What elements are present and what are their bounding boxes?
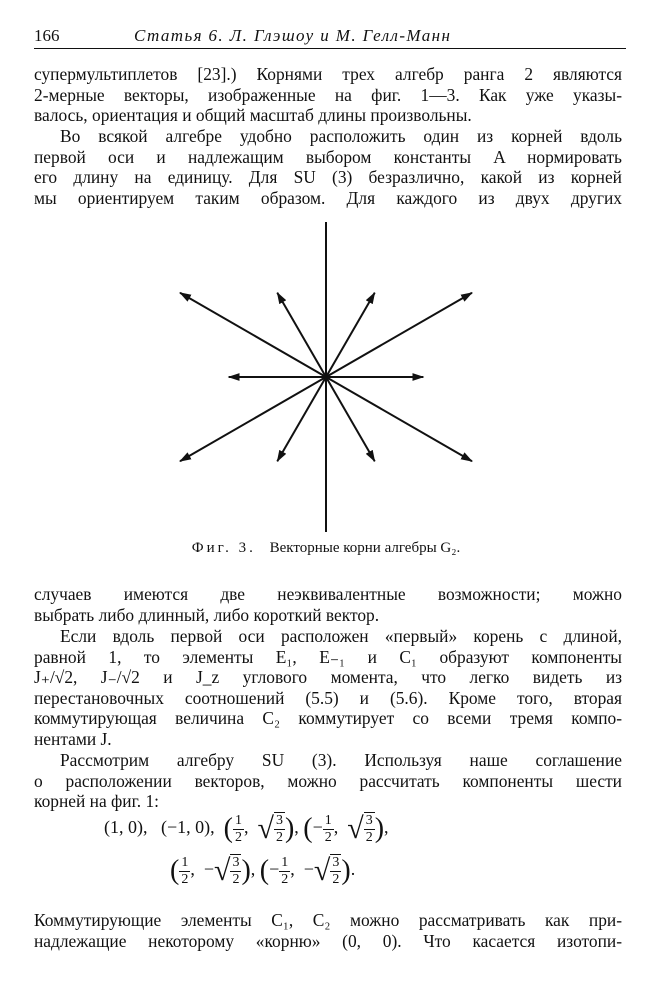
paragraph-6 [34, 910, 622, 951]
text-line: Рассмотрим алгебру SU (3). Используя наше соглашение [60, 750, 622, 770]
roots-formula [0, 812, 652, 902]
paragraph-4 [34, 626, 622, 750]
text-line: нентами J. [34, 728, 112, 749]
text-line: равной 1, то элементы E₁, E₋₁ и C₁ образуют компоненты [34, 646, 622, 667]
text-line: Во всякой алгебре удобно расположить один из корней вдоль [60, 126, 622, 146]
text-line: 2-мерные векторы, изображенные на фиг. 1—3. Как уже указы- [34, 84, 622, 105]
sqrt-3-2: √ $\frac{3}{2}$ [313, 854, 340, 887]
short-root-vector-120 [277, 293, 326, 377]
page-number: 166 [34, 26, 60, 45]
text-line: его длину на единицу. Для SU (3) безразлично, какой из корней [34, 167, 622, 188]
text-line: J₊/√2, J₋/√2 и J_z углового момента, что легко видеть из [34, 667, 622, 688]
short-root-vector-240 [277, 377, 326, 461]
text-line: выбрать либо длинный, либо короткий вектор. [34, 604, 380, 625]
text-line: Если вдоль первой оси расположен «первый» корень с длиной, [60, 626, 622, 646]
long-root-vector-30 [326, 293, 472, 377]
paragraph-3 [34, 584, 622, 625]
sqrt-3-2: √ $\frac{3}{2}$ [257, 812, 283, 845]
running-title: Статья 6. Л. Глэшоу и М. Гелл-Манн [134, 26, 452, 45]
text-line: первой оси и надлежащим выбором константы A нормировать [34, 146, 622, 167]
long-root-vector-330 [326, 377, 472, 461]
text-line: о расположении векторов, можно рассчитать компоненты шести [34, 770, 622, 791]
paragraph-1 [34, 64, 622, 126]
text-line: перестановочных соотношений (5.5) и (5.6). Кроме того, вторая [34, 687, 622, 708]
running-header [34, 26, 626, 49]
long-root-vector-210 [180, 377, 326, 461]
short-root-vector-300 [326, 377, 375, 461]
text-line: коммутирующая величина C₂ коммутирует со всеми тремя компо- [34, 708, 622, 729]
g2-root-diagram [150, 222, 502, 532]
formula-row-2: ( $\frac{1}{2}$ , −√ $\frac{3}{2}$ ), (− $\frac{1}{2}$ , −√ $\frac{3}{2}$ ). [170, 854, 356, 887]
paragraph-5 [34, 750, 622, 812]
text-line: случаев имеются две неэквивалентные возможности; можно [34, 584, 622, 604]
text-line: валось, ориентация и общий масштаб длины произвольны. [34, 105, 472, 126]
root-1: (1, 0), [104, 817, 148, 838]
formula-row-1: (1, 0), (−1, 0), ( $\frac{1}{2}$ , √ $\frac{3}{2}$ ), (− $\frac{1}{2}$ , √ $\frac{3}{2}$ ), [104, 812, 389, 845]
paragraph-2 [34, 126, 622, 208]
text-line: корней на фиг. 1: [34, 791, 159, 812]
text-line: мы ориентируем таким образом. Для каждого из двух других [34, 187, 622, 208]
text-line: Коммутирующие элементы C₁, C₂ можно рассматривать как при- [34, 910, 622, 930]
text-line: надлежащие некоторому «корню» (0, 0). Что касается изотопи- [34, 930, 622, 951]
long-root-vector-150 [180, 293, 326, 377]
short-root-vector-60 [326, 293, 375, 377]
caption-label: Фиг. 3. [191, 540, 256, 556]
text-line: супермультиплетов [23].) Корнями трех алгебр ранга 2 являются [34, 64, 622, 84]
caption-text: Векторные корни алгебры G₂. [269, 540, 461, 556]
sqrt-3-2: √ $\frac{3}{2}$ [347, 812, 373, 845]
sqrt-3-2: √ $\frac{3}{2}$ [213, 854, 240, 887]
figure-caption [0, 540, 652, 557]
root-2: (−1, 0), [161, 817, 215, 838]
